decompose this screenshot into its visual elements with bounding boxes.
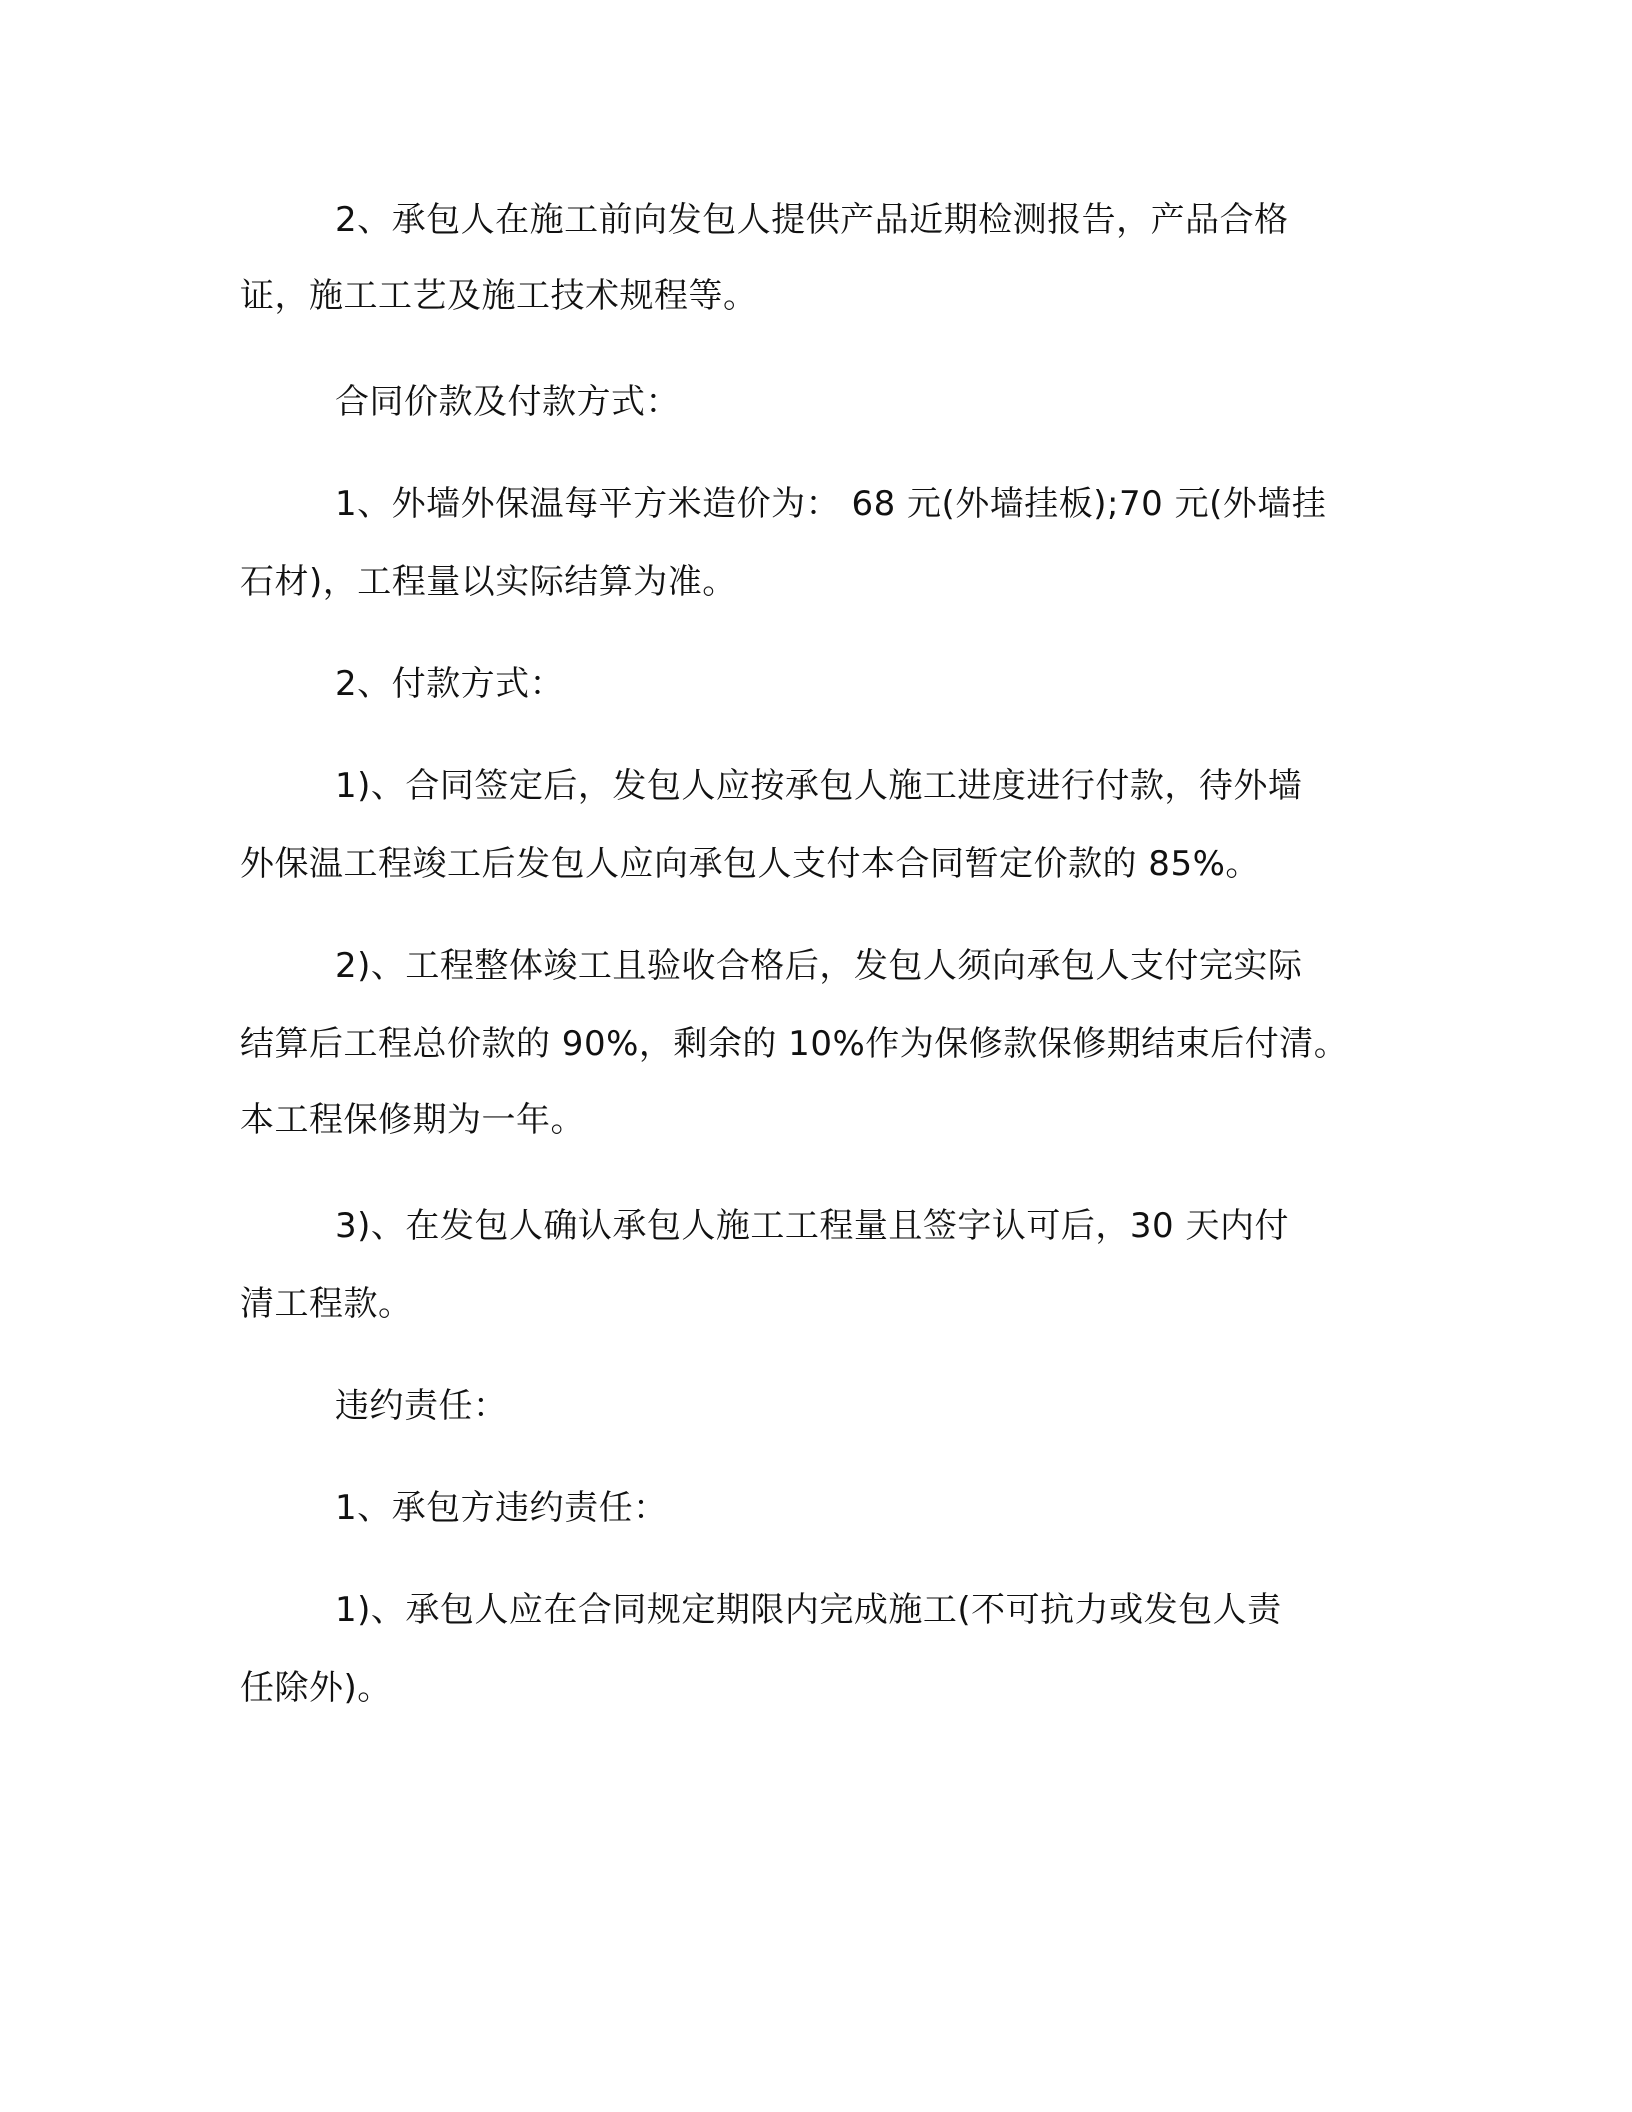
section-heading: 合同价款及付款方式： [335,382,680,422]
paragraph-line: 石材)，工程量以实际结算为准。 [240,562,737,602]
paragraph-line: 1、承包方违约责任： [335,1488,668,1528]
section-heading: 违约责任： [335,1386,508,1426]
paragraph-line: 3)、在发包人确认承包人施工工程量且签字认可后，30 天内付 [335,1206,1289,1246]
paragraph-line: 2、承包人在施工前向发包人提供产品近期检测报告，产品合格 [335,200,1289,240]
paragraph-line: 1)、合同签定后，发包人应按承包人施工进度进行付款，待外墙 [335,766,1303,806]
paragraph-line: 1、外墙外保温每平方米造价为： 68 元(外墙挂板);70 元(外墙挂 [335,484,1327,524]
paragraph-line: 外保温工程竣工后发包人应向承包人支付本合同暂定价款的 85%。 [240,844,1260,884]
paragraph-line: 任除外)。 [240,1668,392,1708]
paragraph-line: 证，施工工艺及施工技术规程等。 [240,276,758,316]
paragraph-line: 2、付款方式： [335,664,565,704]
paragraph-line: 2)、工程整体竣工且验收合格后，发包人须向承包人支付完实际 [335,946,1303,986]
paragraph-line: 本工程保修期为一年。 [240,1100,585,1140]
paragraph-line: 结算后工程总价款的 90%，剩余的 10%作为保修款保修期结束后付清。 [240,1024,1349,1064]
paragraph-line: 清工程款。 [240,1284,413,1324]
paragraph-line: 1)、承包人应在合同规定期限内完成施工(不可抗力或发包人责 [335,1590,1282,1630]
